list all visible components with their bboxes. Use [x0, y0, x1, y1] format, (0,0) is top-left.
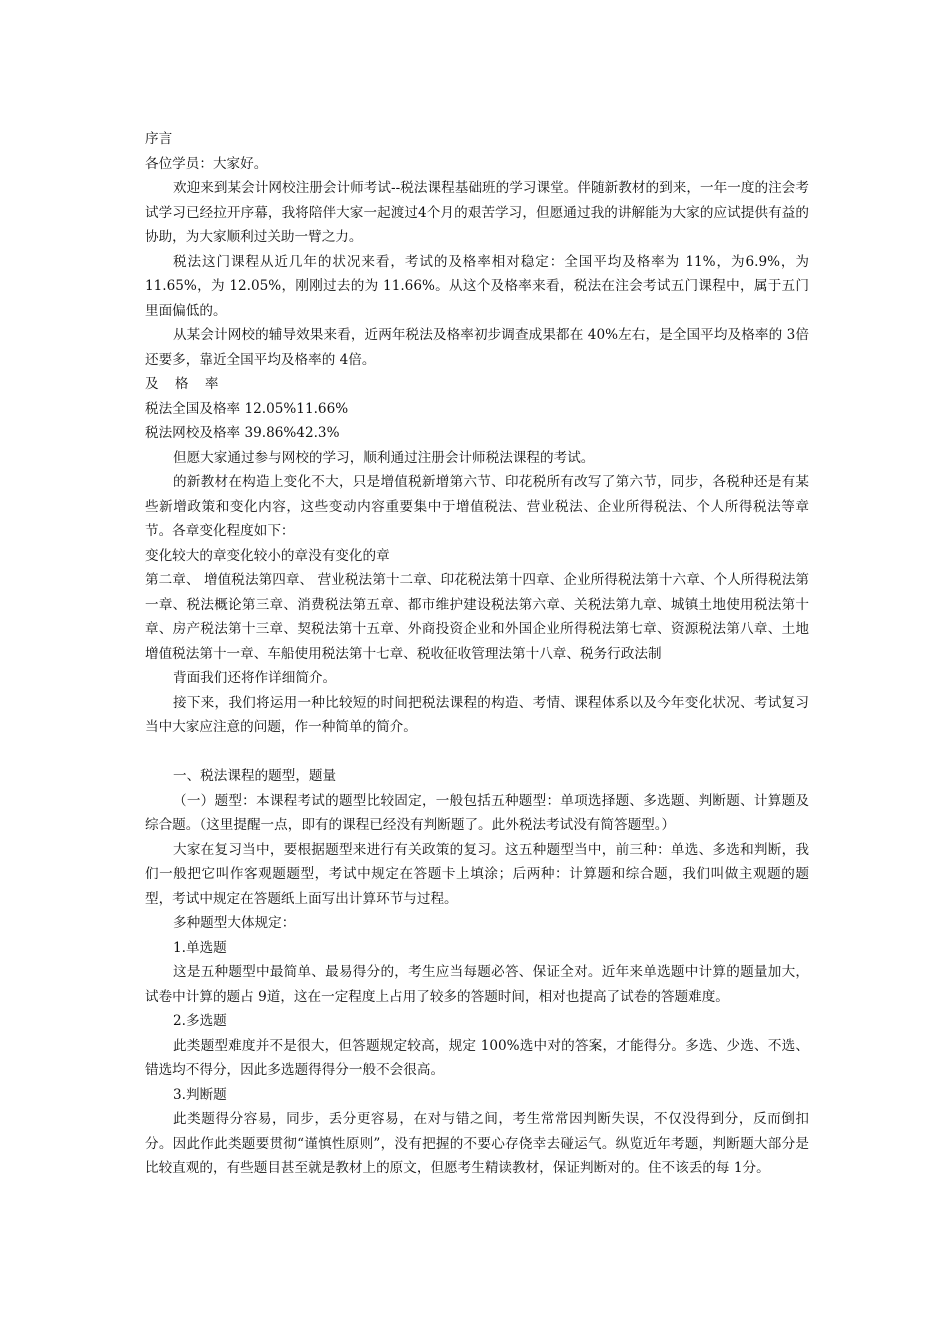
later-note: 背面我们还将作详细简介。 — [173, 670, 337, 686]
section-1-paragraph-3: 多种题型大体规定： — [173, 915, 296, 931]
changes-intro-paragraph: 的新教材在构造上变化不大，只是增值税新增第六节、印花税所有改写了第六节，同步，各税种还是有某些新增政策和变化内容，这些变动内容重要集中于增值税法、营业税法、企业所得税法、个人所得税法等章节。各章变化程度如下： — [145, 474, 809, 539]
question-type-3-title: 3.判断题 — [173, 1086, 227, 1103]
changes-list: 第二章、 增值税法第四章、 营业税法第十二章、印花税法第十四章、企业所得税法第十六章、个人所得税法第一章、税法概论第三章、消费税法第五章、都市维护建设税法第六章、关税法第九章、城镇土地使用税法第十章、房产税法第十三章、契税法第十五章、外商投资企业和外国企业所得税法第七章、资源税法第八章、土地增值税法第十一章、车船使用税法第十七章、税收征收管理法第十八章、税务行政法制 — [145, 572, 809, 662]
section-1-paragraph-1: （一）题型：本课程考试的题型比较固定，一般包括五种题型：单项选择题、多选题、判断题、计算题及综合题。（这里提醒一点，即有的课程已经没有判断题了。此外税法考试没有简答题型。） — [145, 792, 809, 833]
section-1-title: 一、税法课程的题型，题量 — [173, 768, 337, 784]
question-type-1-title: 1.单选题 — [173, 939, 227, 956]
pass-rate-row-national: 税法全国及格率 12.05%11.66% — [145, 400, 349, 417]
question-type-2-title: 2.多选题 — [173, 1013, 227, 1029]
greeting: 各位学员：大家好。 — [145, 155, 268, 172]
changes-header: 变化较大的章变化较小的章没有变化的章 — [145, 547, 390, 564]
question-type-2-text: 此类题型难度并不是很大，但答题规定较高，规定 100%选中对的答案，才能得分。多选、少选、不选、错选均不得分，因此多选题得得分一般不会很高。 — [145, 1037, 809, 1078]
wish-paragraph: 但愿大家通过参与网校的学习，顺利通过注册会计师税法课程的考试。 — [173, 449, 595, 466]
document-body — [145, 127, 809, 1181]
spacer — [145, 740, 809, 765]
pass-rate-heading: 及 格 率 — [145, 376, 225, 392]
question-type-3-text: 此类题得分容易，同步，丢分更容易，在对与错之间，考生常常因判断失误，不仅没得到分，反而倒扣分。因此作此类题要贯彻“谨慎性原则”，没有把握的不要心存侥幸去碰运气。纵览近年考题，判断题大部分是比较直观的，有些题目甚至就是教材上的原文，但愿考生精读教材，保证判断对的。住不该丢的每 1分。 — [145, 1111, 809, 1176]
intro-paragraph-1: 欢迎来到某会计网校注册会计师考试--税法课程基础班的学习课堂。伴随新教材的到来，一年一度的注会考试学习已经拉开序幕，我将陪伴大家一起渡过4个月的艰苦学习，但愿通过我的讲解能为大家的应试提供有益的协助，为大家顺利过关助一臂之力。 — [145, 180, 809, 245]
question-type-1-text: 这是五种题型中最简单、最易得分的，考生应当每题必答、保证全对。近年来单选题中计算的题量加大，试卷中计算的题占 9道，这在一定程度上占用了较多的答题时间，相对也提高了试卷的答题难度。 — [145, 964, 809, 1005]
document-title: 序言 — [145, 131, 173, 147]
next-paragraph: 接下来，我们将运用一种比较短的时间把税法课程的构造、考情、课程体系以及今年变化状况、考试复习当中大家应注意的问题，作一种简单的简介。 — [145, 694, 809, 735]
intro-paragraph-3: 从某会计网校的辅导效果来看，近两年税法及格率初步调查成果都在 40%左右，是全国平均及格率的 3倍还要多，靠近全国平均及格率的 4倍。 — [145, 327, 809, 368]
intro-paragraph-2: 税法这门课程从近几年的状况来看，考试的及格率相对稳定：全国平均及格率为 11%，为6.9%，为 11.65%，为 12.05%，刚刚过去的为 11.66%。从这个及格率来看，税法在注会考试五门课程中，属于五门里面偏低的。 — [145, 253, 809, 319]
section-1-paragraph-2: 大家在复习当中，要根据题型来进行有关政策的复习。这五种题型当中，前三种：单选、多选和判断，我们一般把它叫作客观题题型，考试中规定在答题卡上填涂；后两种：计算题和综合题，我们叫做主观题的题型，考试中规定在答题纸上面写出计算环节与过程。 — [145, 841, 809, 907]
pass-rate-row-school: 税法网校及格率 39.86%42.3% — [145, 425, 340, 441]
